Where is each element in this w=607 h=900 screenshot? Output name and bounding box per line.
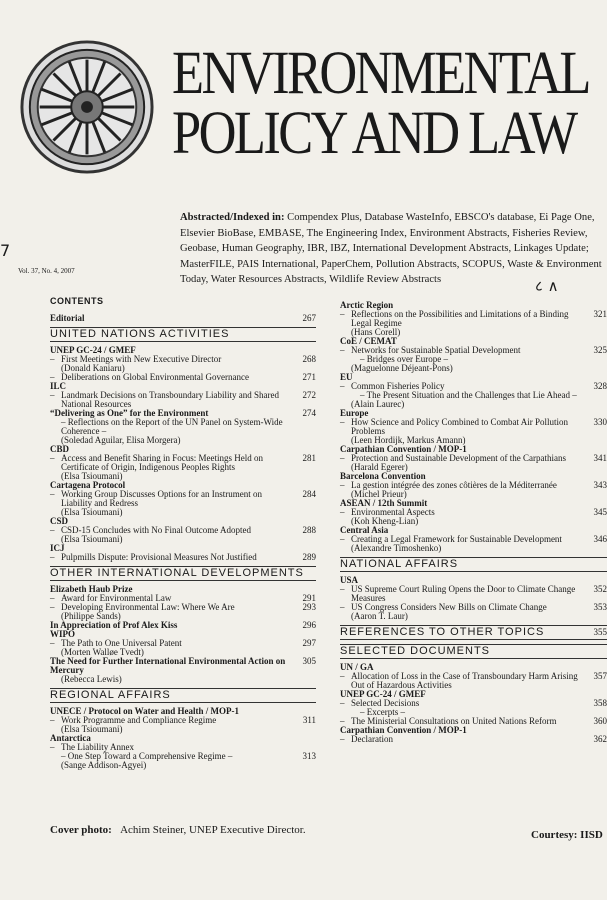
toc-entry: – First Meetings with New Executive Director 268 [50, 354, 316, 364]
toc-entry: – Creating a Legal Framework for Sustainable Development 346 [340, 534, 607, 544]
toc-entry: – Award for Environmental Law 291 [50, 593, 316, 603]
title-line-1: ENVIRONMENTAL [172, 40, 589, 107]
toc-entry: – Landmark Decisions on Transboundary Liability and Shared National Resources 272 [50, 390, 316, 409]
toc-entry: – Access and Benefit Sharing in Focus: Meetings Held on Certificate of Origin, Indigenous Peoples Rights 281 [50, 453, 316, 472]
toc-subtitle: – Bridges over Europe – [360, 354, 448, 364]
toc-entry: – La gestion intégrée des zones côtières de la Méditerranée 343 [340, 480, 607, 490]
section-regional: REGIONAL AFFAIRS [50, 688, 316, 703]
editorial-title: Editorial [50, 313, 85, 323]
toc-author: (Maguelonne Déjeant-Pons) [351, 363, 453, 373]
toc-head: CSD [50, 516, 69, 526]
toc-author: (Aaron T. Laur) [351, 611, 408, 621]
toc-head: UNEP GC-24 / GMEF [50, 345, 136, 355]
courtesy-credit: Courtesy: IISD [531, 829, 603, 841]
toc-head: Cartagena Protocol [50, 480, 126, 490]
toc-subtitle-row: – One Step Toward a Comprehensive Regime – 313 [61, 751, 316, 761]
toc-subtitle: – The Present Situation and the Challenges that Lie Ahead – [360, 390, 577, 400]
toc-entry: – US Supreme Court Ruling Opens the Door to Climate Change Measures 352 [340, 584, 607, 603]
toc-author: (Hans Corell) [351, 327, 401, 337]
editorial-page: 267 [302, 313, 316, 323]
toc-head: Central Asia [340, 525, 389, 535]
toc-head: ICJ [50, 543, 65, 553]
toc-head: Carpathian Convention / MOP-1 [340, 444, 467, 454]
toc-subtitle: – Excerpts – [360, 707, 405, 717]
toc-entry: – The Path to One Universal Patent 297 [50, 638, 316, 648]
toc-head: UN / GA [340, 662, 374, 672]
toc-author: (Koh Kheng-Lian) [351, 516, 419, 526]
toc-entry: – How Science and Policy Combined to Combat Air Pollution Problems 330 [340, 417, 607, 436]
toc-head: CBD [50, 444, 70, 454]
volume-info: Vol. 37, No. 4, 2007 [18, 267, 75, 275]
toc-author: (Rebecca Lewis) [61, 674, 122, 684]
toc-entry: – Common Fisheries Policy 328 [340, 381, 607, 391]
toc-entry: – Pulpmills Dispute: Provisional Measures Not Justified 289 [50, 552, 316, 562]
toc-author: (Harald Egerer) [351, 462, 408, 472]
toc-head: UNECE / Protocol on Water and Health / MOP-1 [50, 706, 239, 716]
toc-author: (Alain Laurec) [351, 399, 405, 409]
toc-head: CoE / CEMAT [340, 336, 397, 346]
toc-entry: – Environmental Aspects 345 [340, 507, 607, 517]
toc-head: Elizabeth Haub Prize [50, 584, 133, 594]
toc-head: WIPO [50, 629, 76, 639]
toc-author: (Michel Prieur) [351, 489, 407, 499]
toc-entry: – Networks for Sustainable Spatial Development 325 [340, 345, 607, 355]
journal-title [172, 40, 589, 167]
toc-author: (Elsa Tsioumani) [61, 724, 123, 734]
toc-entry: – Reflections on the Possibilities and Limitations of a Binding Legal Regime 321 [340, 309, 607, 328]
toc-head-row: “Delivering as One” for the Environment 274 [50, 408, 316, 418]
toc-author: (Leen Hordijk, Markus Amann) [351, 435, 466, 445]
toc-entry: – Developing Environmental Law: Where We Are 293 [50, 602, 316, 612]
toc-entry: – Deliberations on Global Environmental Governance 271 [50, 372, 316, 382]
toc-head-row: In Appreciation of Prof Alex Kiss 296 [50, 620, 316, 630]
toc-head: ASEAN / 12th Summit [340, 498, 428, 508]
section-national: NATIONAL AFFAIRS [340, 557, 607, 572]
toc-entry: – CSD-15 Concludes with No Final Outcome Adopted 288 [50, 525, 316, 535]
abstracted-label: Abstracted/Indexed in: [180, 212, 285, 223]
toc-entry: – Protection and Sustainable Development of the Carpathians 341 [340, 453, 607, 463]
section-un: UNITED NATIONS ACTIVITIES [50, 327, 316, 342]
section-intl: OTHER INTERNATIONAL DEVELOPMENTS [50, 566, 316, 581]
section-selected: SELECTED DOCUMENTS [340, 644, 607, 659]
contents-right-column [340, 301, 607, 744]
toc-head-row: The Need for Further International Environmental Action on Mercury 305 [50, 656, 316, 675]
toc-author: (Donald Kaniaru) [61, 363, 125, 373]
editorial-row [50, 314, 316, 323]
toc-entry: – Working Group Discusses Options for an Instrument on Liability and Redress 284 [50, 489, 316, 508]
toc-head: Carpathian Convention / MOP-1 [340, 725, 467, 735]
toc-author: (Philippe Sands) [61, 611, 121, 621]
toc-author: (Sange Addison-Agyei) [61, 760, 147, 770]
toc-author: (Elsa Tsioumani) [61, 534, 123, 544]
toc-head: Antarctica [50, 733, 91, 743]
toc-author: (Soledad Aguilar, Elisa Morgera) [61, 435, 181, 445]
abstracted-text: Compendex Plus, Database WasteInfo, EBSCO's database, Ei Page One, Elsevier BioBase, EMBASE, The Engineering Index, Environment Abstracts, Fisheries Review, Geobase, Human Geography, IBR, IBZ, International Development Abstracts, Linkages Update; MasterFILE, PAIS International, PaperChem, Pollution Abstracts, SCOPUS, Waste & Environment Today, Water Resources Abstracts, Wildlife Review Abstracts [180, 212, 602, 285]
toc-entry: – The Ministerial Consultations on United Nations Reform 360 [340, 716, 607, 726]
toc-entry: – Allocation of Loss in the Case of Transboundary Harm Arising Out of Hazardous Activities 357 [340, 671, 607, 690]
title-line-2: POLICY AND LAW [172, 100, 576, 167]
toc-head: Europe [340, 408, 369, 418]
toc-author: (Morten Walløe Tvedt) [61, 647, 144, 657]
section-references: REFERENCES TO OTHER TOPICS 355 [340, 626, 607, 638]
cover-photo-label: Cover photo: [50, 824, 112, 836]
toc-head: Barcelona Convention [340, 471, 426, 481]
toc-head: ILC [50, 381, 67, 391]
margin-pen-mark: 7 [0, 241, 11, 260]
toc-author: (Alexandre Timoshenko) [351, 543, 442, 553]
journal-logo-wheel [18, 38, 156, 176]
toc-head: UNEP GC-24 / GMEF [340, 689, 426, 699]
toc-author: (Elsa Tsioumani) [61, 507, 123, 517]
toc-entry: – Selected Decisions 358 [340, 698, 607, 708]
toc-author: (Elsa Tsioumani) [61, 471, 123, 481]
cover-photo-credit [50, 824, 306, 836]
contents-label: CONTENTS [50, 296, 104, 306]
toc-head: Arctic Region [340, 300, 394, 310]
cover-photo-text: Achim Steiner, UNEP Executive Director. [120, 824, 306, 836]
toc-head: EU [340, 372, 353, 382]
contents-left-column [50, 297, 316, 770]
toc-head: USA [340, 575, 359, 585]
toc-subtitle: – Reflections on the Report of the UN Panel on System-Wide Coherence – [61, 417, 283, 436]
toc-entry: – Work Programme and Compliance Regime 311 [50, 715, 316, 725]
toc-entry: – US Congress Considers New Bills on Climate Change 353 [340, 602, 607, 612]
toc-entry: – Declaration 362 [340, 734, 607, 744]
toc-entry: – The Liability Annex [50, 742, 134, 752]
handwritten-annotation: ८ ∧ [535, 277, 559, 295]
